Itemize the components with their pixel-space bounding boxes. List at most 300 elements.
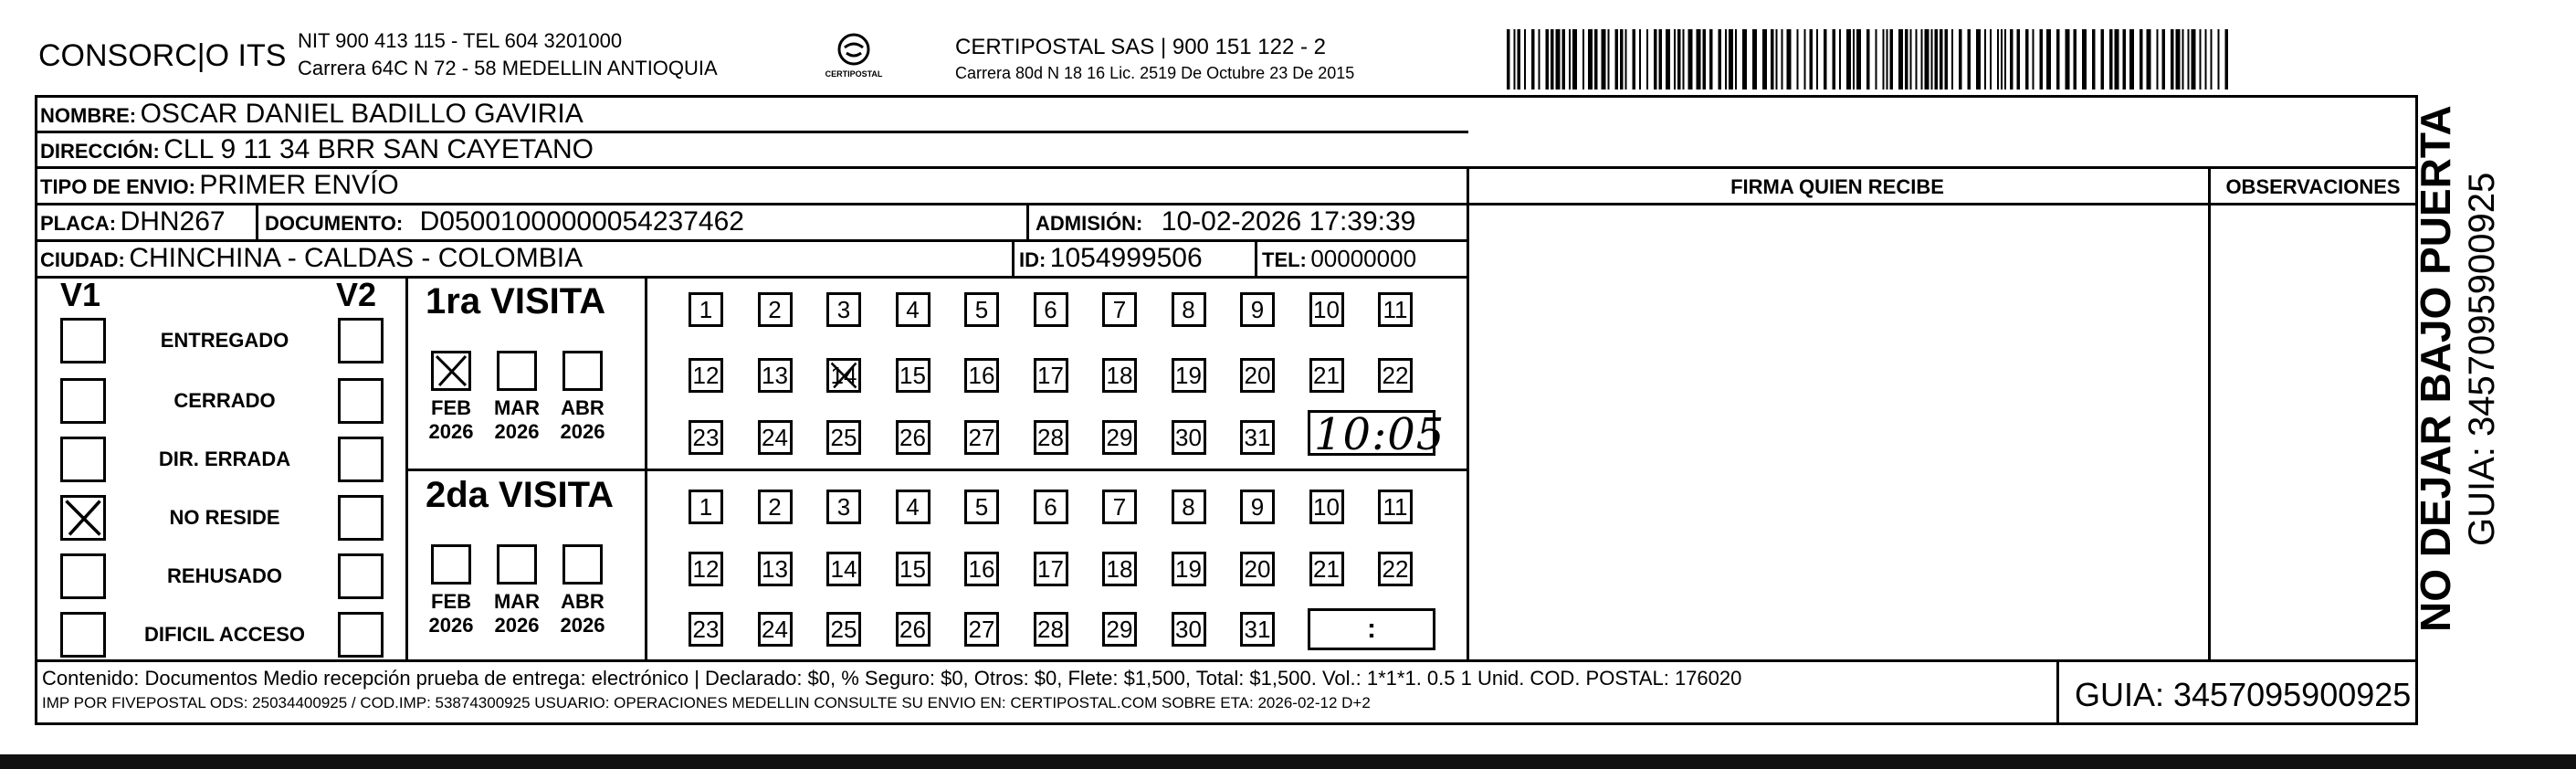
day-number: 5: [974, 492, 989, 521]
barcode-bar: [2046, 29, 2051, 90]
tipo-envio-label: TIPO DE ENVIO:: [40, 175, 195, 198]
day-number: 1: [699, 295, 713, 323]
barcode-bar: [1703, 29, 1707, 90]
documento-label: DOCUMENTO:: [265, 212, 404, 235]
day-cell[interactable]: [1172, 292, 1206, 327]
barcode-bar: [1945, 29, 1949, 90]
v1-checkbox[interactable]: [60, 495, 106, 541]
day-number: 24: [762, 423, 788, 451]
barcode-bar: [1771, 29, 1774, 90]
day-number: 13: [762, 554, 788, 583]
day-number: 10: [1313, 492, 1340, 521]
day-number: 25: [830, 423, 857, 451]
status-label: DIFICIL ACCESO: [143, 623, 305, 646]
month-label: [485, 590, 549, 637]
day-number: 19: [1175, 554, 1202, 583]
barcode-bar: [1556, 29, 1561, 90]
barcode-bar: [1984, 29, 1986, 90]
id-row: [1019, 243, 1203, 274]
day-number: 15: [899, 554, 926, 583]
day-number: 17: [1037, 361, 1064, 389]
direccion-value: CLL 9 11 34 BRR SAN CAYETANO: [163, 134, 594, 164]
barcode-bar: [2010, 29, 2013, 90]
day-cell[interactable]: [896, 612, 931, 647]
panel-header-divider: [1467, 166, 2418, 169]
ciudad-row: [40, 243, 583, 274]
barcode-bar: [1602, 29, 1606, 90]
day-number: 8: [1182, 295, 1195, 323]
barcode-bar: [1824, 29, 1827, 90]
day-cell[interactable]: [896, 358, 931, 393]
barcode-bar: [2101, 29, 2105, 90]
month-label: [419, 396, 483, 444]
barcode-bar: [1608, 29, 1610, 90]
barcode-bar: [1762, 29, 1767, 90]
barcode-bar: [1524, 29, 1526, 90]
day-cell[interactable]: [964, 358, 999, 393]
panel-divider: [1467, 166, 1469, 661]
barcode-bar: [1594, 29, 1598, 90]
day-number: 24: [762, 615, 788, 643]
barcode-bar: [1940, 29, 1943, 90]
barcode-bar: [1890, 29, 1894, 90]
barcode-bar: [1625, 29, 1627, 90]
barcode-bar: [1910, 29, 1912, 90]
day-cell[interactable]: [1378, 490, 1413, 524]
day-cell[interactable]: [1378, 292, 1413, 327]
handwritten-time: 10:05: [1314, 409, 1446, 460]
day-cell[interactable]: [1172, 490, 1206, 524]
status-label: REHUSADO: [167, 564, 282, 587]
day-cell[interactable]: [826, 490, 861, 524]
day-cell[interactable]: [964, 420, 999, 455]
day-cell[interactable]: [964, 552, 999, 586]
day-cell[interactable]: [1172, 612, 1206, 647]
row-divider: [35, 131, 1468, 133]
month-checkbox[interactable]: [563, 544, 603, 585]
day-cell[interactable]: [896, 292, 931, 327]
day-cell[interactable]: [1034, 612, 1068, 647]
barcode-bar: [1935, 29, 1939, 90]
barcode-bar: [1709, 29, 1713, 90]
month-checkbox[interactable]: [431, 544, 471, 585]
barcode-bar: [1853, 29, 1855, 90]
barcode-bar: [1582, 29, 1584, 90]
month-year: 2026: [560, 420, 605, 443]
day-number: 28: [1037, 423, 1064, 451]
barcode-bar: [2092, 29, 2096, 90]
barcode-bar: [1959, 29, 1962, 90]
day-cell[interactable]: [826, 420, 861, 455]
barcode-bar: [1921, 29, 1923, 90]
no-dejar-text: NO DEJAR BAJO PUERTA: [2412, 105, 2459, 632]
month-name: MAR: [493, 590, 541, 613]
day-cell[interactable]: [1309, 490, 1344, 524]
day-cell[interactable]: [689, 612, 723, 647]
month-checkbox[interactable]: [497, 351, 537, 391]
certipostal-logo-icon: [822, 29, 886, 93]
day-cell[interactable]: [758, 490, 793, 524]
day-cell[interactable]: [826, 612, 861, 647]
day-cell[interactable]: [1034, 292, 1068, 327]
day-cell[interactable]: [1034, 490, 1068, 524]
v2-checkbox[interactable]: [338, 612, 384, 658]
barcode-bar: [2147, 29, 2151, 90]
month-checkbox[interactable]: [431, 351, 471, 391]
vertical-warning: [2411, 105, 2504, 678]
month-year: 2026: [560, 614, 605, 637]
barcode-bar: [2171, 29, 2174, 90]
day-cell[interactable]: [689, 292, 723, 327]
barcode-bar: [1866, 29, 1870, 90]
month-year: 2026: [428, 614, 474, 637]
nombre-label: NOMBRE:: [40, 104, 137, 127]
v1-checkbox[interactable]: [60, 437, 106, 482]
day-number: 18: [1106, 361, 1133, 389]
day-cell[interactable]: [1378, 552, 1413, 586]
barcode-bar: [1804, 29, 1806, 90]
cell-divider: [256, 203, 258, 241]
day-cell[interactable]: [689, 420, 723, 455]
vertical-guia-text: GUIA: 3457095900925: [2462, 172, 2502, 546]
placa-label: PLACA:: [40, 212, 117, 235]
day-cell[interactable]: [1240, 552, 1275, 586]
status-label: ENTREGADO: [160, 329, 289, 352]
v2-checkbox[interactable]: [338, 553, 384, 599]
barcode-bar: [1615, 29, 1619, 90]
barcode-bar: [1729, 29, 1733, 90]
barcode-bar: [1976, 29, 1981, 90]
cell-divider: [1012, 239, 1015, 278]
barcode-bar: [2218, 29, 2220, 90]
firma-label: FIRMA QUIEN RECIBE: [1730, 175, 1944, 198]
day-number: 30: [1175, 423, 1202, 451]
barcode-bar: [1719, 29, 1722, 90]
day-number: 5: [974, 295, 989, 323]
barcode-bar: [1968, 29, 1971, 90]
day-number: 4: [906, 295, 920, 323]
day-number: 19: [1175, 361, 1202, 389]
day-number: 8: [1182, 492, 1195, 521]
day-cell[interactable]: [1102, 358, 1137, 393]
status-label: CERRADO: [173, 389, 276, 412]
day-cell[interactable]: [896, 552, 931, 586]
day-cell[interactable]: [964, 490, 999, 524]
barcode-bar: [1752, 29, 1757, 90]
barcode-bar: [1654, 29, 1657, 90]
day-cell[interactable]: [1034, 552, 1068, 586]
day-cell[interactable]: [1240, 358, 1275, 393]
day-number: 2: [768, 295, 782, 323]
day-number: 10: [1313, 295, 1340, 323]
barcode-bar: [2157, 29, 2159, 90]
barcode-bar: [1633, 29, 1636, 90]
x-mark-icon: [63, 498, 103, 538]
v2-checkbox[interactable]: [338, 437, 384, 482]
day-cell[interactable]: [1378, 358, 1413, 393]
barcode-bar: [1887, 29, 1888, 90]
v1-checkbox[interactable]: [60, 612, 106, 658]
day-number: 14: [830, 361, 857, 389]
day-cell[interactable]: [758, 292, 793, 327]
day-cell[interactable]: [1240, 490, 1275, 524]
day-number: 14: [830, 554, 857, 583]
tipo-envio-value: PRIMER ENVÍO: [199, 170, 399, 200]
day-number: 31: [1244, 423, 1271, 451]
day-number: 12: [692, 361, 720, 389]
v1-checkbox[interactable]: [60, 318, 106, 363]
ciudad-label: CIUDAD:: [40, 248, 125, 271]
day-cell[interactable]: [896, 490, 931, 524]
day-number: 25: [830, 615, 857, 643]
barcode-bar: [1816, 29, 1818, 90]
footer-line2: IMP POR FIVEPOSTAL ODS: 25034400925 / COD.IMP: 53874300925 USUARIO: OPERACIONES MEDELLIN CONSULTE SU ENVIO EN: CERTIPOSTAL.COM SOBRE ETA: 2026-02-12 D+2: [42, 694, 1371, 711]
barcode-bar: [1898, 29, 1903, 90]
day-cell[interactable]: [964, 612, 999, 647]
tel-label: TEL:: [1262, 248, 1307, 271]
barcode-bar: [2040, 29, 2044, 90]
v2-checkbox[interactable]: [338, 378, 384, 424]
barcode-bar: [2176, 29, 2181, 90]
day-number: 16: [968, 361, 995, 389]
day-number: 17: [1037, 554, 1064, 583]
barcode-bar: [1639, 29, 1641, 90]
barcode-bar: [1588, 29, 1593, 90]
barcode-bar: [1833, 29, 1836, 90]
barcode-bar: [1546, 29, 1550, 90]
barcode-bar: [2162, 29, 2166, 90]
footer-divider: [35, 659, 2418, 662]
day-number: 23: [692, 615, 720, 643]
barcode-bar: [1531, 29, 1535, 90]
barcode-bar: [1725, 29, 1727, 90]
first-visit-title: 1ra VISITA: [426, 281, 606, 321]
barcode-bar: [1839, 29, 1841, 90]
day-number: 6: [1044, 492, 1057, 521]
barcode-bar: [1797, 29, 1799, 90]
direccion-row: [40, 134, 594, 165]
barcode-bar: [1883, 29, 1885, 90]
day-number: 9: [1250, 295, 1265, 323]
day-number: 21: [1313, 554, 1340, 583]
tel-value: 00000000: [1310, 245, 1417, 272]
v1-checkbox[interactable]: [60, 378, 106, 424]
day-number: 11: [1383, 295, 1408, 323]
day-number: 26: [899, 423, 926, 451]
second-visit-time[interactable]: [1308, 608, 1435, 650]
barcode-bar: [1735, 29, 1737, 90]
barcode-bar: [1782, 29, 1783, 90]
day-number: 22: [1382, 554, 1409, 583]
nit-line: NIT 900 413 115 - TEL 604 3201000: [298, 29, 623, 52]
day-number: 21: [1313, 361, 1340, 389]
day-cell[interactable]: [1102, 490, 1137, 524]
certipostal-logo: [822, 29, 886, 93]
v2-checkbox[interactable]: [338, 495, 384, 541]
footer-cell-divider: [2056, 659, 2059, 725]
barcode-bar: [2205, 29, 2207, 90]
day-number: 29: [1106, 423, 1133, 451]
first-visit-time[interactable]: [1308, 409, 1446, 460]
v1-checkbox[interactable]: [60, 553, 106, 599]
admision-row: [1036, 206, 1415, 237]
ciudad-value: CHINCHINA - CALDAS - COLOMBIA: [129, 243, 584, 273]
day-cell[interactable]: [826, 292, 861, 327]
placa-value: DHN267: [120, 206, 226, 237]
month-label: [419, 590, 483, 637]
barcode-bar: [1683, 29, 1685, 90]
bottom-strip: [0, 754, 2576, 769]
barcode-bar: [2074, 29, 2077, 90]
barcode: [1507, 29, 2233, 90]
footer-line1: Contenido: Documentos Medio recepción prueba de entrega: electrónico | Declarado: $0, % Seguro: $0, Otros: $0, Flete: $1,500, Total: $1,500. Vol.: 1*1*1. 0.5 1 Unid. COD. POSTAL: 176020: [42, 667, 1742, 690]
barcode-bar: [1569, 29, 1571, 90]
barcode-bar: [2001, 29, 2003, 90]
day-cell[interactable]: [1034, 420, 1068, 455]
day-cell[interactable]: [758, 552, 793, 586]
tipo-envio-row: [40, 170, 399, 201]
admision-label: ADMISIÓN:: [1036, 212, 1143, 235]
month-label: [551, 396, 615, 444]
row-divider: [35, 276, 1468, 279]
barcode-bar: [1514, 29, 1516, 90]
month-checkbox[interactable]: [563, 351, 603, 391]
id-label: ID:: [1019, 248, 1046, 271]
documento-row: [265, 206, 744, 237]
day-cell[interactable]: [1172, 420, 1206, 455]
day-number: 31: [1244, 615, 1271, 643]
certipostal-line1: CERTIPOSTAL SAS | 900 151 122 - 2: [955, 35, 1326, 59]
panel-divider: [2208, 166, 2211, 661]
admision-value: 10-02-2026 17:39:39: [1161, 206, 1416, 237]
company-name: CONSORC|O ITS: [38, 38, 287, 73]
x-mark-icon: [829, 361, 858, 390]
barcode-bar: [1677, 29, 1681, 90]
second-visit-title: 2da VISITA: [426, 475, 614, 515]
day-cell[interactable]: [1240, 612, 1275, 647]
day-number: 18: [1106, 554, 1133, 583]
observaciones-label: OBSERVACIONES: [2225, 175, 2401, 198]
day-cell[interactable]: [896, 420, 931, 455]
barcode-icon: [1507, 29, 2233, 90]
barcode-bar: [1697, 29, 1701, 90]
day-cell[interactable]: [1102, 612, 1137, 647]
month-name: ABR: [561, 590, 605, 613]
day-cell[interactable]: [1102, 420, 1137, 455]
barcode-bar: [1646, 29, 1648, 90]
day-number: 3: [836, 295, 851, 323]
barcode-bar: [2182, 29, 2184, 90]
day-cell[interactable]: [1102, 552, 1137, 586]
logo-text: CERTIPOSTAL: [825, 69, 883, 79]
barcode-bar: [2140, 29, 2143, 90]
footer-guia: GUIA: 3457095900925: [2075, 676, 2412, 713]
day-cell[interactable]: [689, 490, 723, 524]
nombre-row: [40, 99, 584, 130]
visit-divider: [405, 469, 1468, 471]
barcode-bar: [1742, 29, 1747, 90]
day-cell[interactable]: [689, 552, 723, 586]
day-number: 2: [768, 492, 782, 521]
barcode-bar: [2225, 29, 2229, 90]
month-year: 2026: [494, 614, 540, 637]
day-cell[interactable]: [1172, 358, 1206, 393]
barcode-bar: [2200, 29, 2202, 90]
barcode-bar: [1688, 29, 1693, 90]
day-cell[interactable]: [1240, 420, 1275, 455]
barcode-bar: [2082, 29, 2087, 90]
barcode-bar: [1856, 29, 1861, 90]
direccion-label: DIRECCIÓN:: [40, 140, 160, 163]
day-cell[interactable]: [964, 292, 999, 327]
barcode-bar: [2123, 29, 2127, 90]
time-placeholder: :: [1367, 614, 1376, 644]
day-cell[interactable]: [1172, 552, 1206, 586]
barcode-bar: [1518, 29, 1521, 90]
month-label: [485, 396, 549, 444]
day-number: 9: [1250, 492, 1265, 521]
barcode-bar: [1997, 29, 1999, 90]
row-divider: [35, 239, 1468, 242]
day-cell[interactable]: [1240, 292, 1275, 327]
day-cell[interactable]: [1309, 358, 1344, 393]
status-label: NO RESIDE: [169, 506, 280, 529]
v2-checkbox[interactable]: [338, 318, 384, 363]
day-cell[interactable]: [758, 612, 793, 647]
barcode-bar: [1810, 29, 1814, 90]
barcode-bar: [1551, 29, 1554, 90]
barcode-bar: [2004, 29, 2006, 90]
day-cell[interactable]: [826, 552, 861, 586]
day-cell[interactable]: [826, 358, 861, 393]
day-number: 29: [1106, 615, 1133, 643]
barcode-bar: [1846, 29, 1851, 90]
day-number: 6: [1044, 295, 1057, 323]
day-number: 1: [699, 492, 713, 521]
documento-value: D05001000000054237462: [419, 206, 744, 237]
month-year: 2026: [494, 420, 540, 443]
barcode-bar: [1572, 29, 1577, 90]
status-label: DIR. ERRADA: [158, 448, 291, 470]
barcode-bar: [2033, 29, 2035, 90]
barcode-bar: [1787, 29, 1792, 90]
day-number: 4: [906, 492, 920, 521]
barcode-bar: [2115, 29, 2119, 90]
day-cell[interactable]: [758, 358, 793, 393]
day-cell[interactable]: [689, 358, 723, 393]
row-divider: [35, 203, 2418, 205]
month-checkbox[interactable]: [497, 544, 537, 585]
barcode-bar: [1674, 29, 1676, 90]
day-number: 3: [836, 492, 851, 521]
day-number: 16: [968, 554, 995, 583]
day-cell[interactable]: [1102, 292, 1137, 327]
day-number: 12: [692, 554, 720, 583]
day-cell[interactable]: [1309, 292, 1344, 327]
barcode-bar: [2066, 29, 2070, 90]
barcode-bar: [1507, 29, 1510, 90]
day-cell[interactable]: [1309, 552, 1344, 586]
day-number: 7: [1112, 492, 1127, 521]
day-cell[interactable]: [758, 420, 793, 455]
day-number: 20: [1244, 361, 1271, 389]
barcode-bar: [1659, 29, 1663, 90]
day-cell[interactable]: [1034, 358, 1068, 393]
day-number: 13: [762, 361, 788, 389]
id-value: 1054999506: [1049, 243, 1203, 273]
cell-divider: [1026, 203, 1029, 241]
cell-divider: [1255, 239, 1257, 278]
